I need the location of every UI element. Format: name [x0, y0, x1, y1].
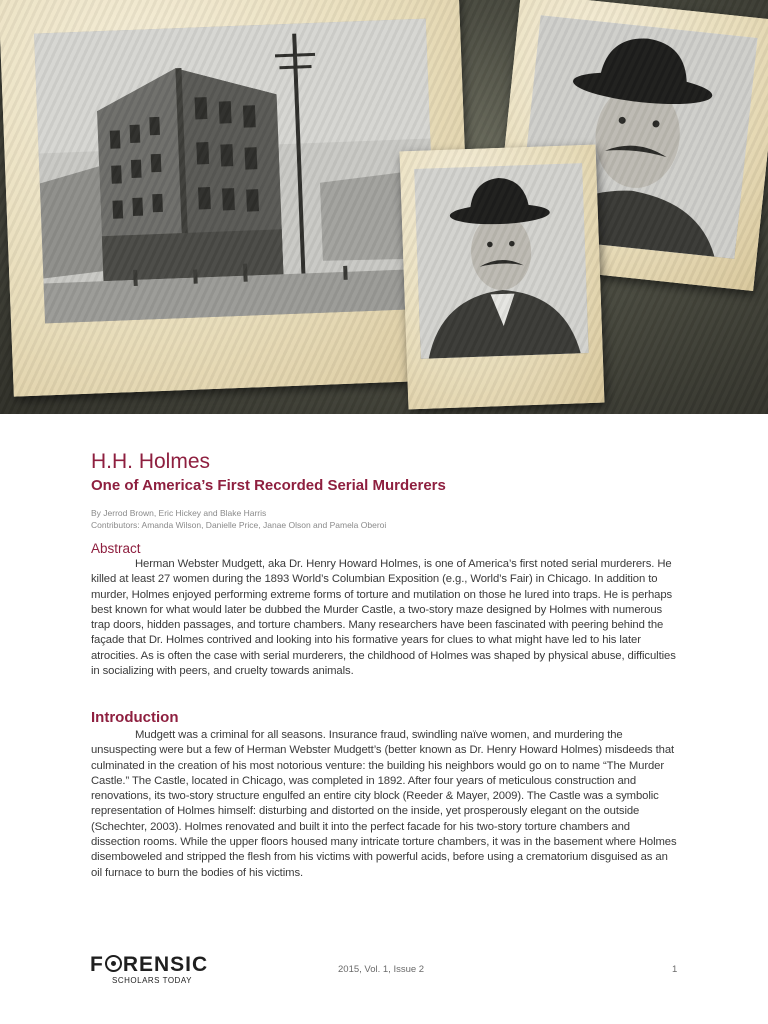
- issue-info: 2015, Vol. 1, Issue 2: [338, 964, 425, 975]
- logo-wordmark: [90, 953, 208, 977]
- contributors: Contributors: Amanda Wilson, Danielle Price, Janae Olson and Pamela Oberoi: [91, 520, 387, 530]
- logo-letters-rest: RENSIC: [122, 953, 209, 976]
- polaroid-portrait-suit: [400, 145, 605, 410]
- forensic-scholars-today-logo: [90, 953, 230, 993]
- page-number: 1: [672, 964, 678, 975]
- portrait-suit-photo: [414, 163, 589, 359]
- article-subtitle: One of America’s First Recorded Serial Murderers: [91, 477, 446, 494]
- brain-icon: [105, 955, 122, 972]
- abstract-paragraph: Herman Webster Mudgett, aka Dr. Henry Howard Holmes, is one of America’s first noted serial murderers. He killed at least 27 women during the 1893 World’s Columbian Exposition (e.g., World’s Fair) in Chicago. In addition to murder, Holmes enjoyed performing extreme forms of torture and mutilation on those he lured into traps. He is perhaps best known for what would later be dubbed the Murder Castle, a two-story maze designed by Holmes with numerous trap doors, hidden passages, and torture chambers. Many researchers have been fascinated with peering behind the façade that Dr. Holmes contrived and looking into his formative years for clues to what might have led to his later atrocities. As is often the case with serial murderers, the childhood of Holmes was shaped by physical abuse, difficulties in socializing with peers, and cruelty towards animals.: [91, 558, 676, 678]
- hero-banner: [0, 0, 768, 414]
- castle-illustration: [34, 19, 437, 324]
- castle-photo: [34, 19, 437, 324]
- introduction-paragraph: Mudgett was a criminal for all seasons. Insurance fraud, swindling naïve women, and murdering the unsuspecting were but a few of Herman Webster Mudgett’s (better known as Dr. Henry Howard Holmes) misdeeds that culminated in the creation of his most notorious venture: the building his neighbors would go on to name “The Murder Castle.” The Castle, located in Chicago, was completed in 1892. After four years of meticulous construction and renovations, its two-story structure engulfed an entire city block (Reeder & Mayer, 2009). The Castle was a symbolic representation of Holmes himself: disturbing and distorted on the inside, yet prosperously elegant on the outside (Schechter, 2003). Holmes renovated and built it into the perfect facade for his two-story torture chambers and dissection rooms. While the upper floors housed many intricate torture chambers, it was in the basement where Holmes disemboweled and stripped the flesh from his victims with powerful acids, before using a crematorium disguised as an oil furnace to burn the bodies of his victims.: [91, 729, 677, 879]
- authors: By Jerrod Brown, Eric Hickey and Blake Harris: [91, 508, 267, 518]
- logo-tagline: SCHOLARS TODAY: [112, 976, 192, 985]
- introduction-heading: Introduction: [91, 709, 179, 726]
- logo-letter-f: F: [90, 953, 104, 976]
- portrait-suit-illustration: [414, 163, 589, 359]
- byline: [91, 507, 386, 531]
- abstract-heading: Abstract: [91, 541, 141, 556]
- article-title: H.H. Holmes: [91, 450, 211, 473]
